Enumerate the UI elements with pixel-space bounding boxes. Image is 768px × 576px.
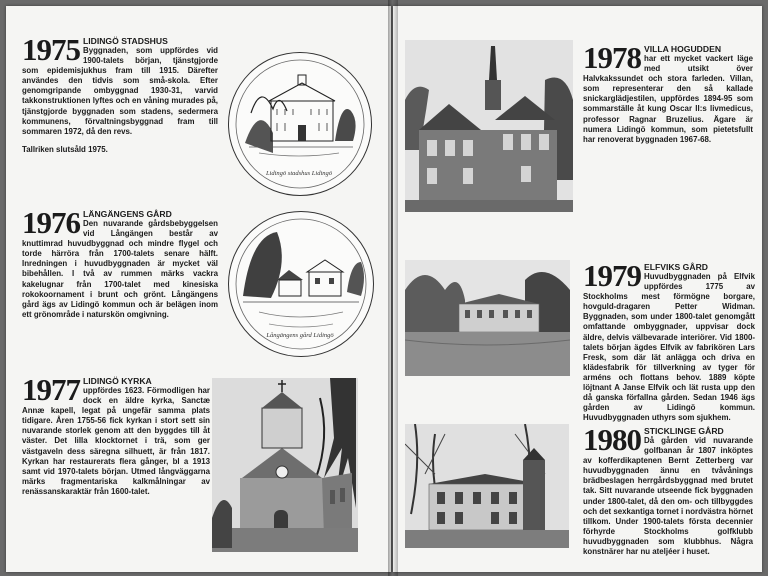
photo-1980-sticklinge: [405, 424, 569, 548]
entry-body: Då gården vid nuvarande golfbanan år 1807 inköptes av kofferdikaptenen Bernt Zetterberg var huvudbyggnaden ännu en tvåvånings brädbeslagen herrgårdsbyggnad med brutet tak. Sitt nuvarande utseende fick byggnaden under 1800-talet, då den om- och tillbyggdes och det sexkantiga tornet i nordvästra hörnet tillkom. Under 1900-talets första decennier förhyrde Stockholms golfklubb huvudbyggnaden som klubbhus. Några konstnärer har nu ateljéer i huset.: [583, 436, 753, 557]
entry-year: 1979: [583, 258, 641, 293]
entry-1975: [22, 32, 218, 154]
entry-1980: [583, 422, 753, 557]
entry-title: LIDINGÖ KYRKA: [83, 376, 152, 386]
entry-title: ELFVIKS GÅRD: [644, 262, 708, 272]
plate-caption: Lidingö stadshus Lidingö: [265, 170, 333, 177]
entry-body: uppfördes 1623. Förmodligen har dock en äldre kyrka, Sanctæ Annæ kapell, legat på ungefär samma plats tidigare. Åren 1755-56 fick kyrkan i stort sett sin nuvarande storlek genom att den byggdes till åt väster. Det lilla klocktornet i trä, som ger västgaveln dess säregna silhuett, är från 1817. Kyrkan har restaurerats flera gånger, bl a 1913 samt vid 1970-talets början. Utmed långväggarna märks fragmentariska kalkmålningar av renässanskaraktär från 1600-talet.: [22, 386, 210, 496]
entry-body: Den nuvarande gårdsbebyggelsen vid Långängen består av knuttimrad huvudbyggnad och mindre flygel och torde härröra från 1700-talets senare hälft. Inredningen i huvudbyggnaden är mycket väl bibehållen. I två av rummen märks vackra kakelugnar från 1700-talet med kinesiska rokokoornament i brunt och grönt. Långängens gård ägs av Lidingö kommun och är belägen inom ett grönområde i naturskön omgivning.: [22, 219, 218, 319]
entry-body: har ett mycket vackert läge med utsikt över Halvkakssundet och stora farleden. Villan, som representerar den så kallade snickarglädjestilen, uppfördes 1894-95 som sommarställe åt kung Oscar II:s livmedicus, professor Ragnar Bruzelius. Ägare är numera Lidingö kommun, som pietetsfullt har renoverat byggnaden 1967-68.: [583, 54, 753, 144]
plate-caption: Långängens gård Lidingö: [266, 332, 334, 339]
entry-1977: [22, 372, 210, 497]
entry-1978: [583, 40, 753, 145]
entry-1976: [22, 205, 218, 320]
right-page: [393, 6, 762, 572]
entry-year: 1980: [583, 422, 641, 457]
entry-title: STICKLINGE GÅRD: [644, 426, 724, 436]
entry-body: Byggnaden, som uppfördes vid 1900-talets början, tjänstgjorde som epidemisjukhus fram till 1915. Därefter användes den tidvis som små-skola. Efter genomgripande ombyggnad 1930-31, varvid takkonstruktionen lyftes och en våning murades på, tjänstgjorde byggnaden som stadens, sedermera kommunens, förvaltningsbyggnad fram till sommaren 1972, då den revs.: [22, 46, 218, 136]
left-page: [6, 6, 391, 572]
photo-1978-villa: [405, 40, 573, 212]
entry-year: 1975: [22, 32, 80, 67]
entry-title: LÄNGÄNGENS GÅRD: [83, 209, 172, 219]
entry-1979: [583, 258, 755, 423]
entry-title: VILLA HOGUDDEN: [644, 44, 722, 54]
entry-year: 1978: [583, 40, 641, 75]
photo-1977-church: [212, 378, 358, 552]
photo-1979-manor: [405, 260, 570, 376]
entry-year: 1977: [22, 372, 80, 407]
entry-body: Huvudbyggnaden på Elfvik uppfördes 1775 av Stockholms mest förmögne borgare, hovguld-dragaren Petter Widman. Byggnaden, som under 1800-talet genomgått omfattande ombyggnader, uppvisar dock äldre, delvis välbevarade interiörer. Vid 1800-talets början ägdes Elfvik av fabrikören Lars Fresk, som där lät anlägga och driva en klädesfabrik för tillverkning av tyger för arméns och flottans behov. 1889 köpte löjtnant A Janse Elfvik och lät rusta upp den då ganska förfallna gården. Sedan 1946 ägs gården av Lidingö kommun. Huvudbyggnaden uthyrs som sjukhem.: [583, 272, 755, 423]
entry-title: LIDINGÖ STADSHUS: [83, 36, 168, 46]
book-spine: [388, 0, 398, 576]
entry-year: 1976: [22, 205, 80, 240]
entry-note: Tallriken slutsåld 1975.: [22, 144, 108, 154]
